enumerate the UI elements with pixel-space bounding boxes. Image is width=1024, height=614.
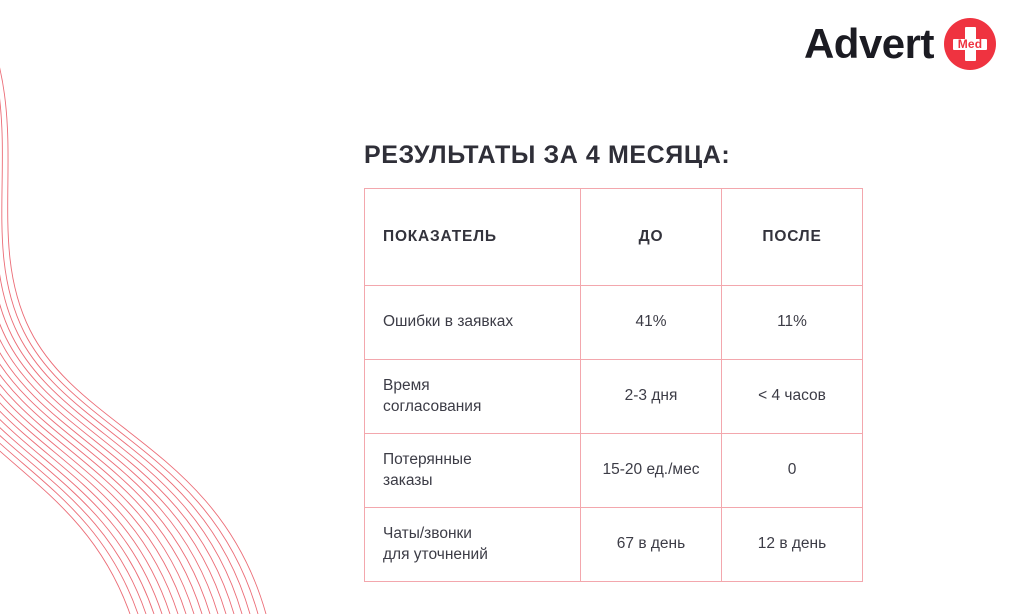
cell-after: < 4 часов bbox=[722, 360, 863, 434]
cell-metric bbox=[365, 286, 581, 360]
brand-logo bbox=[804, 18, 996, 70]
cell-metric-line-1: Чаты/звонки bbox=[383, 524, 472, 542]
cell-after: 0 bbox=[722, 434, 863, 508]
cell-after: 11% bbox=[722, 286, 863, 360]
table-row bbox=[365, 286, 863, 360]
cell-metric-line-1: Ошибки в заявках bbox=[383, 313, 514, 331]
page-title: РЕЗУЛЬТАТЫ ЗА 4 МЕСЯЦА: bbox=[364, 140, 731, 169]
cell-metric-line-1: Потерянные bbox=[383, 450, 472, 468]
column-header-before: ДО bbox=[581, 189, 722, 286]
cell-metric bbox=[365, 508, 581, 582]
cell-after: 12 в день bbox=[722, 508, 863, 582]
cell-metric-line-2: согласования bbox=[383, 397, 482, 415]
medical-cross-icon bbox=[944, 18, 996, 70]
table-header-row bbox=[365, 189, 863, 286]
table-body bbox=[365, 286, 863, 582]
column-header-metric: ПОКАЗАТЕЛЬ bbox=[365, 189, 581, 286]
cell-metric-line-2: для уточнений bbox=[383, 545, 488, 563]
logo-badge-label: Med bbox=[957, 37, 983, 51]
cell-metric-line-1: Время bbox=[383, 376, 430, 394]
cell-before: 67 в день bbox=[581, 508, 722, 582]
results-table bbox=[364, 188, 863, 582]
table-row bbox=[365, 508, 863, 582]
table-row bbox=[365, 434, 863, 508]
decorative-swirl-graphic bbox=[0, 0, 310, 614]
cell-before: 2-3 дня bbox=[581, 360, 722, 434]
cell-before: 41% bbox=[581, 286, 722, 360]
table-header bbox=[365, 189, 863, 286]
table-row bbox=[365, 360, 863, 434]
column-header-after: ПОСЛЕ bbox=[722, 189, 863, 286]
cell-metric bbox=[365, 360, 581, 434]
cell-metric bbox=[365, 434, 581, 508]
cell-before: 15-20 ед./мес bbox=[581, 434, 722, 508]
logo-wordmark: Advert bbox=[803, 20, 934, 67]
cell-metric-line-2: заказы bbox=[383, 471, 433, 489]
